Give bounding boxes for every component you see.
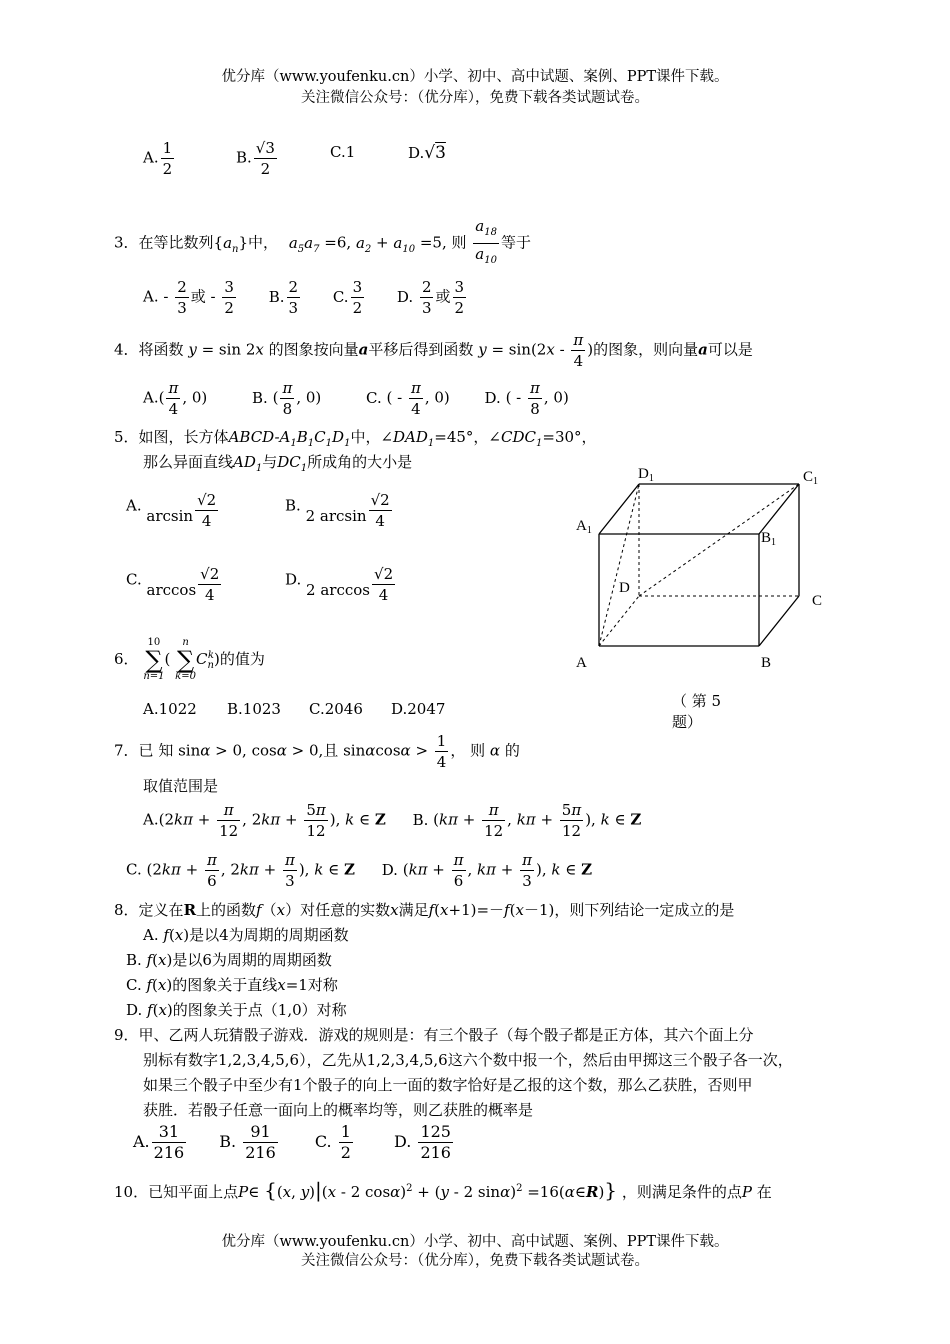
label-c: C — [812, 593, 823, 609]
q7-stem: 7．已 知 sinα > 0, cosα > 0,且 sinαcosα > $\frac{1}{4}$ ， 则 α 的 — [114, 732, 520, 771]
q5-option-b: B. 2 arcsin $\frac{√2}{4}$ — [285, 491, 390, 530]
cuboid-figure — [570, 460, 840, 680]
q2-option-d: D.√3 — [408, 143, 446, 163]
q7-options-ab: A.(2kπ + $\frac{\pi}{12}$ , 2kπ + $\frac{5\pi}{12}$ ), k ∈ Z B. (kπ + $\frac{\pi}{12}$ , kπ + $\frac{5\pi}{12}$ ), k ∈ Z — [143, 801, 642, 840]
q7-options-cd: C. (2kπ + $\frac{\pi}{6}$ , 2kπ + $\frac{\pi}{3}$ ), k ∈ Z D. (kπ + $\frac{\pi}{6}$ , kπ + $\frac{\pi}{3}$ ), k ∈ Z — [126, 851, 593, 890]
q6-option-a: A.1022 — [143, 700, 197, 718]
label-d: D — [619, 580, 630, 596]
q5-option-c: C. arccos $\frac{√2}{4}$ — [126, 565, 220, 604]
q8-option-b: B. f(x)是以6为周期的周期函数 — [126, 951, 332, 969]
label-b: B — [761, 655, 772, 671]
q8-stem: 8．定义在R上的函数f（x）对任意的实数x满足f(x+1)=－f(x－1)，则下列结论一定成立的是 — [114, 901, 735, 919]
q6-option-b: B.1023 — [227, 700, 281, 718]
q3-stem: 3．在等比数列$\{a_n\}$中， $a_5a_7 =6$, $a_2 + a_{10} =5$, 则 $\frac{a_{18}}{a_{10}}$ 等于 — [114, 217, 531, 266]
q6-option-c: C.2046 — [309, 700, 363, 718]
q8-option-d: D. f(x)的图象关于点（1,0）对称 — [126, 1001, 347, 1019]
q5-option-a: A. arcsin $\frac{√2}{4}$ — [126, 491, 217, 530]
q5-stem: 5．如图，长方体ABCD-$A_1B_1C_1D_1$中，$\angle DAD_1=45^\circ$，$\angle CDC_1=30^\circ$， — [114, 428, 597, 449]
label-a: A — [576, 655, 587, 671]
q4-options: A.( $\frac{\pi}{4}$ , 0) B. ( $\frac{\pi}{8}$ , 0) C. ( - $\frac{\pi}{4}$ , 0) D. ( - $\frac{\pi}{8}$ , 0) — [143, 379, 569, 418]
q8-option-a: A. f(x)是以4为周期的周期函数 — [143, 926, 349, 944]
page-header-line1: 优分库（www.youfenku.cn）小学、初中、高中试题、案例、PPT课件下载。 — [221, 69, 729, 85]
figure-caption-line1: （ 第 5 — [672, 692, 722, 710]
q2-option-a: A. $\frac{1}{2}$ — [143, 139, 173, 178]
page-footer-line2: 关注微信公众号：（优分库），免费下载各类试题试卷。 — [301, 1253, 649, 1269]
q9-line4: 获胜．若骰子任意一面向上的概率均等，则乙获胜的概率是 — [143, 1101, 534, 1119]
q9-line3: 如果三个骰子中至少有1个骰子的向上一面的数字恰好是乙报的这个数，那么乙获胜，否则甲 — [143, 1076, 753, 1094]
q10-stem: 10．已知平面上点P∈ {(x, y)|(x - 2 cosα)$^2$ + (y - 2 sinα)$^2$ =16(α∈R)} ，则满足条件的点P 在 — [114, 1178, 772, 1202]
q8-option-c: C. f(x)的图象关于直线x=1对称 — [126, 976, 338, 994]
q7-stem-line2: 取值范围是 — [143, 777, 219, 795]
label-b1: $B_1$ — [761, 530, 777, 548]
q2-option-c: C.1 — [330, 143, 356, 161]
q9-options: A. $\frac{31}{216}$ B. $\frac{91}{216}$ C. $\frac{1}{2}$ D. $\frac{125}{216}$ — [133, 1122, 451, 1162]
page-header-line2: 关注微信公众号：（优分库），免费下载各类试题试卷。 — [301, 90, 649, 106]
q9-line1: 9．甲、乙两人玩猜骰子游戏．游戏的规则是：有三个骰子（每个骰子都是正方体，其六个面上分 — [114, 1026, 754, 1044]
label-a1: $A_1$ — [576, 518, 592, 536]
page-footer-line1: 优分库（www.youfenku.cn）小学、初中、高中试题、案例、PPT课件下载。 — [221, 1234, 729, 1250]
label-c1: $C_1$ — [803, 469, 819, 487]
figure-caption-line2: 题） — [672, 713, 703, 731]
q4-stem: 4．将函数 y = sin 2x 的图象按向量a平移后得到函数 y = sin(2x - $\frac{\pi}{4}$ )的图象，则向量a可以是 — [114, 331, 753, 370]
q5-stem-line2: 那么异面直线$AD_1$与$DC_1$所成角的大小是 — [143, 453, 413, 474]
label-d1: $D_1$ — [638, 466, 654, 484]
q6-stem: 6． 10 ∑ n=1 ( n ∑ k=0 $C_n^k$)的值为 — [114, 637, 265, 682]
q3-options: A. - $\frac{2}{3}$ 或 - $\frac{3}{2}$ B. $\frac{2}{3}$ C. $\frac{3}{2}$ D. $\frac{2}{3}$ 或 $\frac{3}{2}$ — [143, 278, 465, 317]
q6-option-d: D.2047 — [391, 700, 446, 718]
q5-option-d: D. 2 arccos $\frac{√2}{4}$ — [285, 565, 394, 604]
q9-line2: 别标有数字1,2,3,4,5,6），乙先从1,2,3,4,5,6这六个数中报一个，然后由甲掷这三个骰子各一次， — [143, 1051, 793, 1069]
q2-option-b: B. $\frac{√3}{2}$ — [236, 139, 275, 178]
